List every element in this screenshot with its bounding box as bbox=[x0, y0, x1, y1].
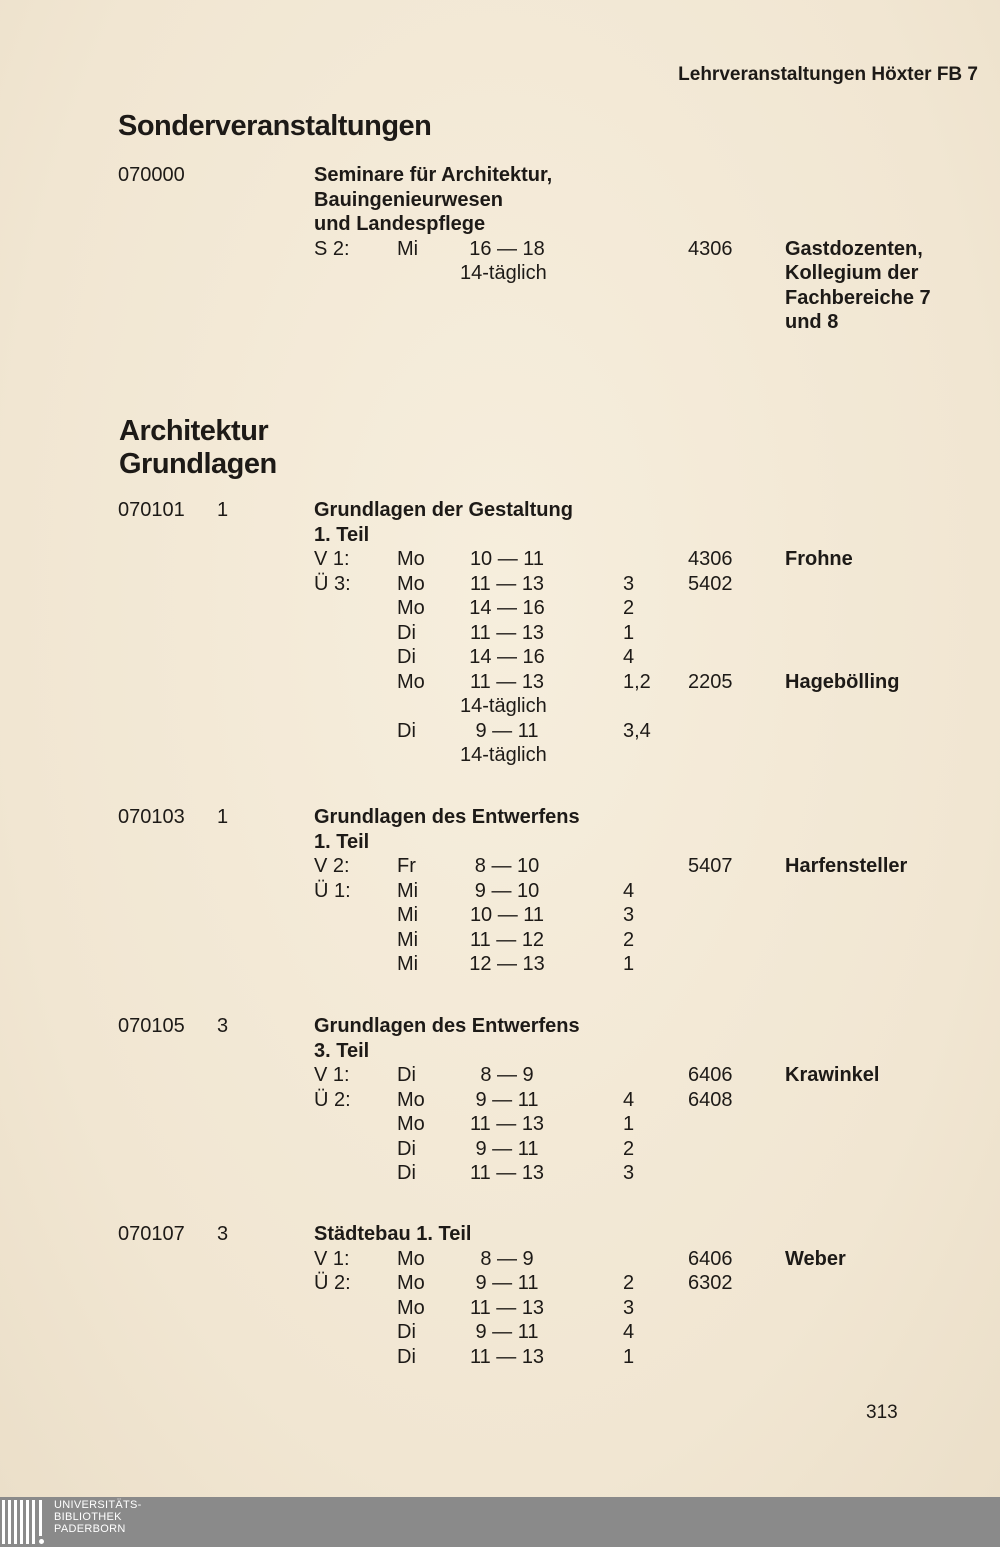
course-number: 070101 bbox=[118, 499, 185, 521]
session-group: 1 bbox=[623, 1113, 635, 1135]
session-time: 9 — 11 bbox=[475, 1137, 539, 1160]
session-day: Mo bbox=[397, 1113, 425, 1135]
session-day: Mo bbox=[397, 670, 425, 693]
session-group: 4 bbox=[623, 1321, 635, 1343]
session-time: 16 — 18 bbox=[469, 237, 545, 260]
session-time: 11 — 13 bbox=[469, 572, 545, 595]
session-type: Ü 2: bbox=[314, 1088, 351, 1111]
course-title: 1. Teil bbox=[314, 523, 370, 546]
session-day: Mo bbox=[397, 1272, 425, 1294]
session-frequency: 14-täglich bbox=[460, 744, 547, 766]
session-teacher: Frohne bbox=[785, 548, 853, 570]
session-teacher: Krawinkel bbox=[785, 1064, 880, 1086]
session-group: 2 bbox=[623, 597, 635, 619]
session-day: Mo bbox=[397, 1247, 425, 1270]
session-group: 4 bbox=[623, 879, 635, 902]
session-time: 9 — 11 bbox=[475, 1272, 539, 1294]
session-group: 3 bbox=[623, 1162, 635, 1184]
session-time: 8 — 9 bbox=[480, 1247, 534, 1270]
session-group: 1 bbox=[623, 1345, 635, 1368]
session-frequency: 14-täglich bbox=[460, 262, 547, 284]
session-group: 3 bbox=[623, 572, 635, 595]
session-time: 8 — 9 bbox=[480, 1064, 534, 1086]
session-room: 6302 bbox=[688, 1272, 733, 1294]
course-title: 1. Teil bbox=[314, 830, 370, 853]
session-time: 14 — 16 bbox=[469, 646, 545, 668]
course-number: 070107 bbox=[118, 1223, 185, 1245]
library-logo-icon bbox=[2, 1500, 46, 1544]
section-title-grundlagen: Grundlagen bbox=[119, 448, 277, 480]
session-day: Mi bbox=[397, 879, 419, 902]
course-semester: 3 bbox=[217, 1015, 229, 1037]
session-room: 4306 bbox=[688, 237, 733, 260]
session-group: 1,2 bbox=[623, 670, 651, 693]
session-time: 9 — 11 bbox=[475, 719, 539, 742]
session-day: Mo bbox=[397, 1296, 425, 1319]
session-day: Mo bbox=[397, 572, 425, 595]
session-teacher: Harfensteller bbox=[785, 855, 908, 877]
session-day: Mo bbox=[397, 1088, 425, 1111]
session-teacher: und 8 bbox=[785, 311, 839, 333]
session-day: Di bbox=[397, 1064, 416, 1086]
session-group: 3,4 bbox=[623, 719, 651, 742]
session-teacher: Hagebölling bbox=[785, 670, 900, 693]
session-room: 2205 bbox=[688, 670, 733, 693]
session-time: 14 — 16 bbox=[469, 597, 545, 619]
session-group: 4 bbox=[623, 1088, 635, 1111]
page-number: 313 bbox=[866, 1402, 898, 1423]
session-group: 1 bbox=[623, 953, 635, 975]
session-time: 10 — 11 bbox=[469, 548, 545, 570]
session-group: 3 bbox=[623, 904, 635, 926]
session-type: V 1: bbox=[314, 1247, 350, 1270]
session-day: Mo bbox=[397, 548, 425, 570]
session-group: 1 bbox=[623, 621, 635, 644]
session-room: 6408 bbox=[688, 1088, 733, 1111]
session-room: 4306 bbox=[688, 548, 733, 570]
session-time: 11 — 12 bbox=[469, 928, 545, 951]
session-time: 10 — 11 bbox=[469, 904, 545, 926]
library-footer-bar bbox=[0, 1497, 1000, 1547]
course-title: Seminare für Architektur, bbox=[314, 164, 553, 186]
session-time: 11 — 13 bbox=[469, 621, 545, 644]
session-time: 11 — 13 bbox=[469, 1162, 545, 1184]
library-name: UNIVERSITÄTS- BIBLIOTHEK PADERBORN bbox=[54, 1499, 142, 1535]
session-group: 2 bbox=[623, 928, 635, 951]
session-day: Di bbox=[397, 621, 416, 644]
session-time: 11 — 13 bbox=[469, 1296, 545, 1319]
session-time: 12 — 13 bbox=[469, 953, 545, 975]
session-group: 2 bbox=[623, 1272, 635, 1294]
session-day: Di bbox=[397, 1137, 416, 1160]
course-semester: 3 bbox=[217, 1223, 229, 1245]
session-day: Di bbox=[397, 1321, 416, 1343]
session-day: Di bbox=[397, 719, 416, 742]
session-time: 9 — 11 bbox=[475, 1321, 539, 1343]
course-title: und Landespflege bbox=[314, 213, 486, 235]
session-day: Mi bbox=[397, 904, 419, 926]
session-type: S 2: bbox=[314, 237, 350, 260]
session-time: 9 — 11 bbox=[475, 1088, 539, 1111]
session-day: Fr bbox=[397, 855, 416, 877]
course-number: 070103 bbox=[118, 806, 185, 828]
session-day: Mi bbox=[397, 928, 419, 951]
session-group: 4 bbox=[623, 646, 635, 668]
session-time: 11 — 13 bbox=[469, 1345, 545, 1368]
session-type: V 2: bbox=[314, 855, 350, 877]
course-title: Grundlagen des Entwerfens bbox=[314, 806, 580, 828]
session-teacher: Gastdozenten, bbox=[785, 237, 923, 260]
session-group: 3 bbox=[623, 1296, 635, 1319]
section-title-sonderveranstaltungen: Sonderveranstaltungen bbox=[118, 110, 432, 142]
session-day: Mi bbox=[397, 953, 419, 975]
session-type: Ü 1: bbox=[314, 879, 351, 902]
session-time: 11 — 13 bbox=[469, 1113, 545, 1135]
running-header: Lehrveranstaltungen Höxter FB 7 bbox=[678, 64, 978, 85]
session-type: V 1: bbox=[314, 548, 350, 570]
session-room: 6406 bbox=[688, 1247, 733, 1270]
section-title-architektur: Architektur bbox=[119, 415, 269, 447]
session-teacher: Kollegium der bbox=[785, 262, 919, 284]
course-title: Bauingenieurwesen bbox=[314, 188, 503, 211]
course-number: 070105 bbox=[118, 1015, 185, 1037]
session-group: 2 bbox=[623, 1137, 635, 1160]
session-type: V 1: bbox=[314, 1064, 350, 1086]
session-room: 6406 bbox=[688, 1064, 733, 1086]
course-semester: 1 bbox=[217, 806, 229, 828]
session-time: 9 — 10 bbox=[474, 879, 540, 902]
session-type: Ü 3: bbox=[314, 572, 351, 595]
session-day: Mi bbox=[397, 237, 419, 260]
session-day: Di bbox=[397, 646, 416, 668]
session-day: Di bbox=[397, 1345, 416, 1368]
session-frequency: 14-täglich bbox=[460, 695, 547, 717]
course-title: Städtebau 1. Teil bbox=[314, 1223, 472, 1245]
course-number: 070000 bbox=[118, 164, 185, 186]
session-time: 8 — 10 bbox=[474, 855, 540, 877]
session-teacher: Weber bbox=[785, 1247, 846, 1270]
session-teacher: Fachbereiche 7 bbox=[785, 286, 931, 309]
course-title: 3. Teil bbox=[314, 1039, 370, 1062]
session-room: 5407 bbox=[688, 855, 733, 877]
course-semester: 1 bbox=[217, 499, 229, 521]
session-day: Di bbox=[397, 1162, 416, 1184]
course-title: Grundlagen des Entwerfens bbox=[314, 1015, 580, 1037]
course-title: Grundlagen der Gestaltung bbox=[314, 499, 573, 521]
session-type: Ü 2: bbox=[314, 1272, 351, 1294]
session-day: Mo bbox=[397, 597, 425, 619]
session-time: 11 — 13 bbox=[469, 670, 545, 693]
session-room: 5402 bbox=[688, 572, 733, 595]
